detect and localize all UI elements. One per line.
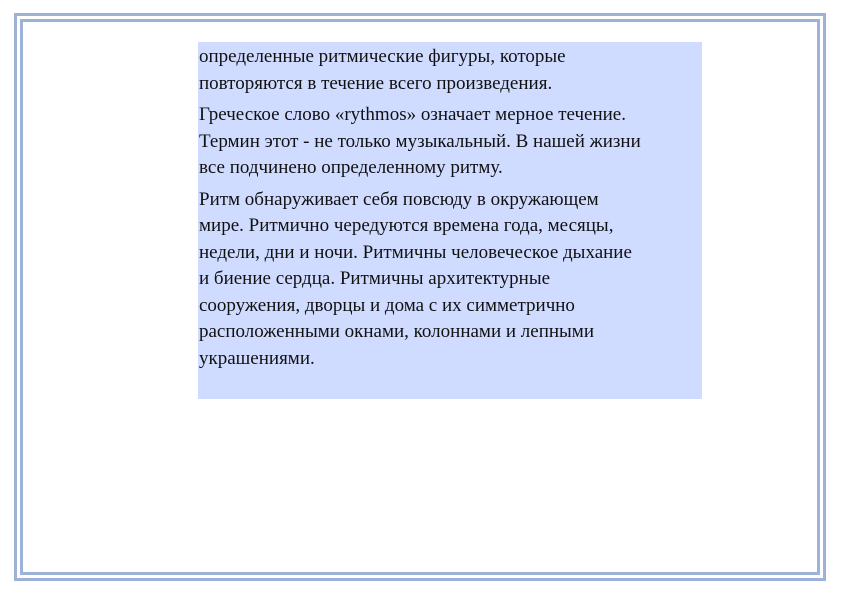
paragraph-3 <box>199 187 702 373</box>
text-line: недели, дни и ночи. Ритмичны человеческое дыхание <box>199 241 632 263</box>
text-line: определенные ритмические фигуры, которые <box>199 46 566 67</box>
text-line: и биение сердца. Ритмичны архитектурные <box>199 268 551 289</box>
text-line: Термин этот - не только музыкальный. В нашей жизни <box>199 130 641 152</box>
text-line: повторяются в течение всего произведения. <box>199 72 553 94</box>
text-line: расположенными окнами, колоннами и лепными <box>199 321 595 342</box>
paragraph-1 <box>199 44 702 97</box>
paragraph-2 <box>199 102 702 182</box>
text-line: мире. Ритмично чередуются времена года, месяцы, <box>199 215 614 236</box>
text-line: украшениями. <box>199 347 315 369</box>
text-line: все подчинено определенному ритму. <box>199 157 503 178</box>
text-line: Ритм обнаруживает себя повсюду в окружающем <box>199 188 599 210</box>
text-box <box>198 42 702 399</box>
text-line: сооружения, дворцы и дома с их симметрично <box>199 294 575 316</box>
text-line: Греческое слово «rythmos» означает мерное течение. <box>199 104 626 125</box>
